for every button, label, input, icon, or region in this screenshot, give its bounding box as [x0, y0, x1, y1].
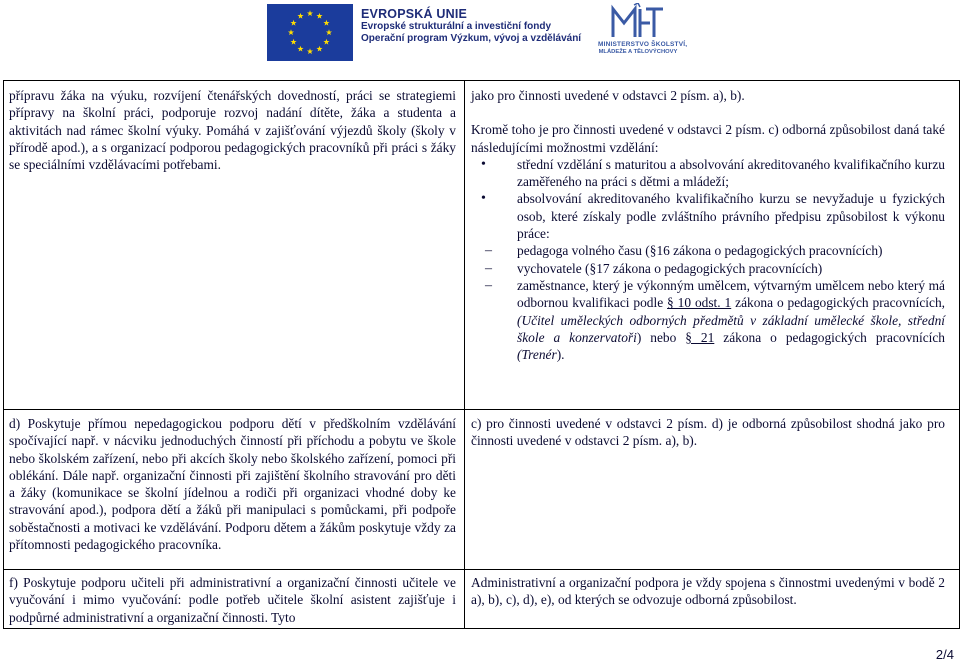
list-item — [481, 156, 945, 191]
eu-title: EVROPSKÁ UNIE — [361, 7, 468, 21]
left-f-paragraph: f) Poskytuje podporu učiteli při administrativní a organizační činnosti učitele ve vyučování i mimo vyučování: podle potřeb učitele školní asistent zajišťuje i podpůrné administrativní a organizační činnosti. Tyto — [9, 575, 456, 625]
left-cell-f — [9, 574, 456, 626]
right-cell-last — [471, 574, 945, 609]
page-number: 2/4 — [935, 647, 954, 662]
list-item — [481, 242, 945, 259]
left-cell-d — [9, 415, 456, 553]
dash3-text-b: zákona o pedagogických pracovnících, — [731, 295, 945, 311]
dash3-text-d: zákona o pedagogických pracovnících — [714, 329, 945, 345]
dash3-italic-1: (Učitel uměleckých odborných předmětů v základní umělecké škole, střední škole a konzervatoři — [517, 312, 945, 345]
eu-funds-line: Evropské strukturální a investiční fondy — [361, 20, 552, 32]
right-cell-top — [471, 87, 945, 363]
dash3-text-e: ). — [556, 347, 565, 363]
right-line1: jako pro činnosti uvedené v odstavci 2 písm. a), b). — [471, 88, 745, 103]
left-top-paragraph: přípravu žáka na výuku, rozvíjení čtenářských dovedností, práci se strategiemi přípravy na školní práci, podporuje rozvoj nadání dítěte, žáka a studenta a aktivitách nad rámec školní výuky. Pomáhá v zajišťování výjezdů školy (školy v přírodě apod.), a s organizací podporou pedagogických pracovníků při práci s žáky se speciálními vzdělávacími potřebami. — [9, 88, 456, 173]
table-border-left — [3, 80, 4, 629]
dash3-text-c: ) nebo — [636, 329, 686, 345]
law-link-21[interactable]: § 21 — [685, 329, 715, 345]
list-item — [481, 277, 945, 363]
table-border-row — [3, 409, 960, 410]
dash3-text-a: zaměstnance, který je výkonným umělcem, výtvarným umělcem nebo který má odbornou kvalifikaci podle — [517, 277, 945, 311]
msmt-line2: MLÁDEŽE A TĚLOVÝCHOVY — [598, 49, 678, 55]
right-cell-c — [471, 415, 945, 450]
table-border-top — [3, 80, 960, 81]
dash2-text: vychovatele (§17 zákona o pedagogických pracovnících) — [517, 260, 823, 276]
left-cell-top — [9, 87, 456, 173]
page-header — [0, 0, 960, 64]
qualification-list — [481, 156, 945, 364]
table-border-middle — [464, 80, 465, 629]
eu-flag-logo — [267, 4, 353, 61]
dash1-text: pedagoga volného času (§16 zákona o pedagogických pracovnících) — [517, 243, 883, 259]
list-item — [481, 190, 945, 363]
dash3-italic-2: (Trenér — [517, 347, 557, 363]
law-link-10[interactable]: § 10 odst. 1 — [667, 295, 732, 311]
right-intro: Kromě toho je pro činnosti uvedené v odstavci 2 písm. c) odborná způsobilost daná také následujícími možnostmi vzdělání: — [471, 122, 945, 155]
bullet2-text: absolvování akreditovaného kvalifikačního kurzu se nevyžaduje u fyzických osob, které získaly podle zvláštního právního předpisu způsobilost k výkonu práce: — [517, 191, 945, 242]
table-border-bottom — [3, 628, 960, 629]
right-last-paragraph: Administrativní a organizační podpora je vždy spojena s činnostmi uvedenými v bodě 2 a), b), c), d), e), od kterých se odvozuje odborná způsobilost. — [471, 575, 945, 608]
spacer — [471, 104, 945, 121]
eu-programme-line: Operační program Výzkum, vývoj a vzdělávání — [361, 33, 582, 44]
right-c-paragraph: c) pro činnosti uvedené v odstavci 2 písm. d) je odborná způsobilost shodná jako pro činnosti uvedené v odstavci 2 písm. a), b). — [471, 416, 945, 449]
list-item — [481, 260, 945, 277]
eu-logo-text — [361, 8, 581, 46]
left-d-paragraph: d) Poskytuje přímou nepedagogickou podporu dětí v předškolním vzdělávání spočívající např. v nácviku jednoduchých činností při příchodu a pobytu ve škole nebo školském zařízení, nebo při akcích školy nebo školského zařízení, pomoci při oblékání. Dále např. organizační činnosti při zajištění školního stravování pro děti a žáky (komunikace se školní jídelnou a rodiči při organizaci vhodné doby ke stravování apod.), podpora dětí a žáků při manipulaci s pomůckami, při podpoře soběstačnosti a motivaci ke vzdělávání. Podporu dětem a žákům poskytuje vždy za přítomnosti pedagogického pracovníka. — [9, 416, 456, 553]
bullet1-text: střední vzdělání s maturitou a absolvování akreditovaného kvalifikačního kurzu zaměřeného na práci s dětmi a mládeží; — [517, 156, 945, 190]
profession-list — [481, 242, 945, 363]
msmt-logo — [598, 3, 688, 63]
table-border-row — [3, 569, 960, 570]
msmt-emblem-icon — [610, 3, 666, 41]
msmt-line1: MINISTERSTVO ŠKOLSTVÍ, — [598, 41, 688, 48]
